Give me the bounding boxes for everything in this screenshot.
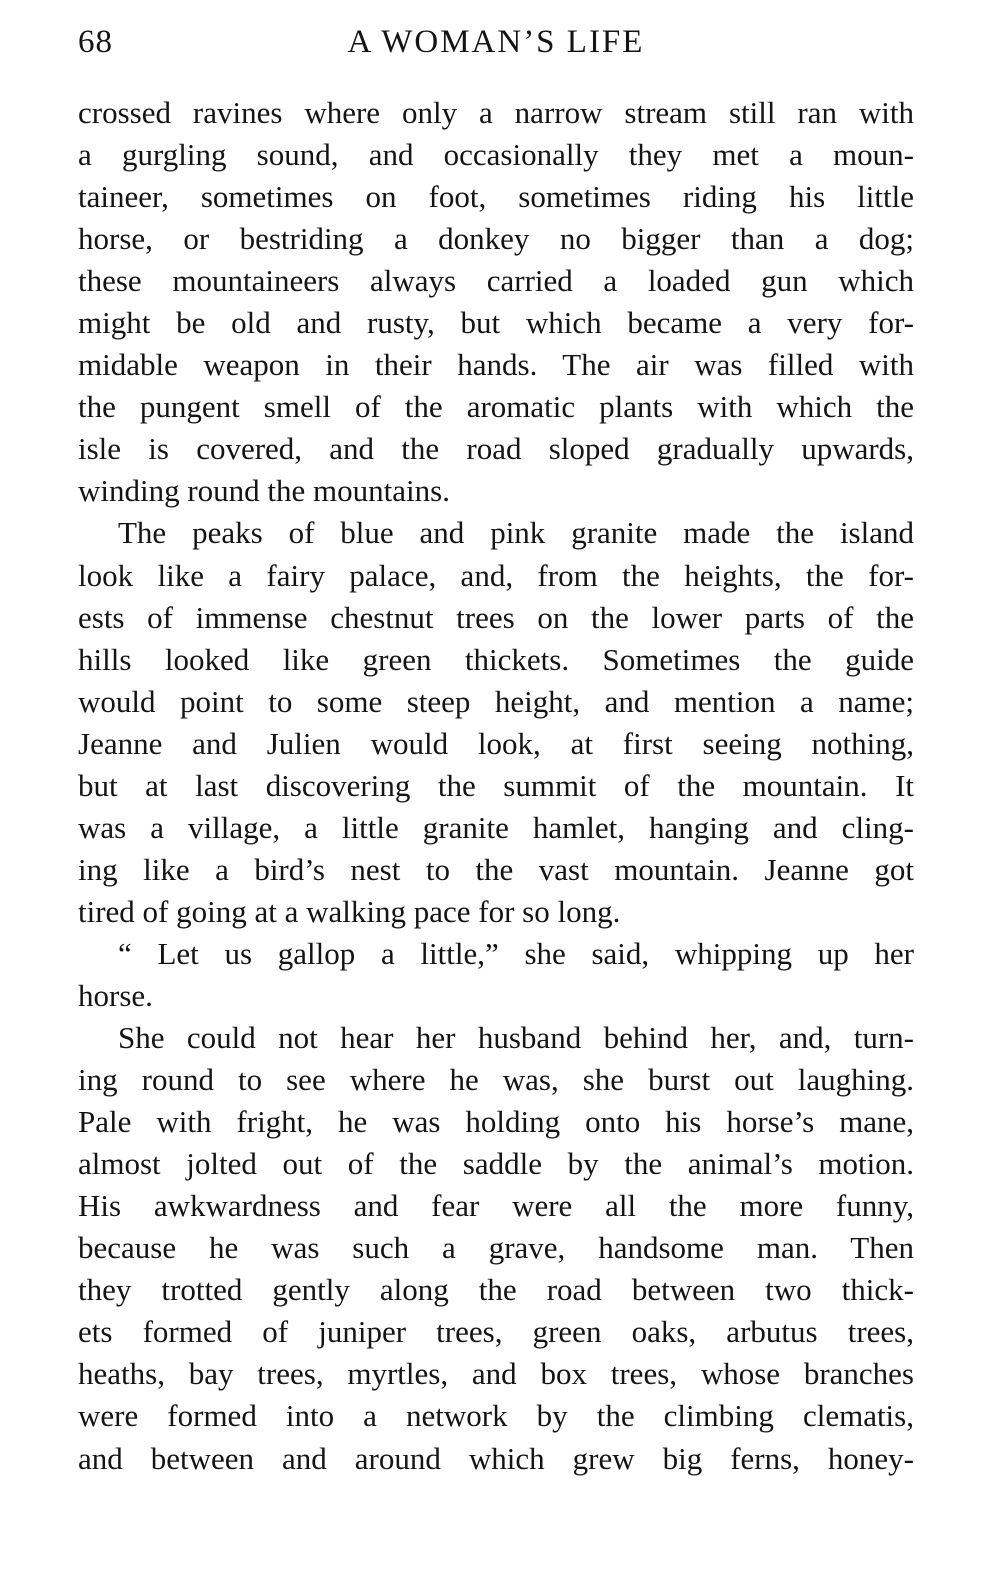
text-line: look like a fairy palace, and, from the heights, the for- [78, 557, 914, 593]
running-title: A WOMAN’S LIFE [347, 24, 645, 60]
text-line: She could not hear her husband behind her, and, turn- [118, 1020, 914, 1056]
text-line: were formed into a network by the climbing clematis, [78, 1398, 914, 1434]
text-line: would point to some steep height, and mention a name; [78, 683, 914, 719]
body-text [78, 92, 914, 1480]
page-number: 68 [78, 24, 113, 60]
text-line: horse. [78, 977, 153, 1013]
text-line: they trotted gently along the road between two thick- [78, 1272, 914, 1308]
text-line: hills looked like green thickets. Sometimes the guide [78, 641, 914, 677]
text-line: the pungent smell of the aromatic plants with which the [78, 389, 914, 425]
text-line: heaths, bay trees, myrtles, and box trees, whose branches [78, 1356, 914, 1392]
text-line: but at last discovering the summit of the mountain. It [78, 767, 914, 803]
text-line: a gurgling sound, and occasionally they met a moun- [78, 137, 914, 173]
text-line: Jeanne and Julien would look, at first seeing nothing, [78, 725, 914, 761]
text-line: and between and around which grew big ferns, honey- [78, 1440, 914, 1476]
text-line: “ Let us gallop a little,” she said, whipping up her [118, 935, 914, 971]
running-head [78, 20, 914, 64]
text-line: isle is covered, and the road sloped gradually upwards, [78, 431, 914, 467]
text-line: His awkwardness and fear were all the more funny, [78, 1188, 914, 1224]
text-line: tired of going at a walking pace for so long. [78, 893, 621, 929]
text-line: taineer, sometimes on foot, sometimes riding his little [78, 179, 914, 215]
text-line: Pale with fright, he was holding onto his horse’s mane, [78, 1104, 914, 1140]
text-line: winding round the mountains. [78, 473, 450, 509]
text-line: might be old and rusty, but which became a very for- [78, 305, 914, 341]
text-line: almost jolted out of the saddle by the animal’s motion. [78, 1146, 914, 1182]
text-line: The peaks of blue and pink granite made the island [118, 515, 914, 551]
text-line: ing round to see where he was, she burst out laughing. [78, 1062, 914, 1098]
text-line: these mountaineers always carried a loaded gun which [78, 263, 914, 299]
text-line: crossed ravines where only a narrow stream still ran with [78, 95, 914, 130]
text-line: ests of immense chestnut trees on the lower parts of the [78, 599, 914, 635]
text-line: was a village, a little granite hamlet, hanging and cling- [78, 809, 914, 845]
text-line: ing like a bird’s nest to the vast mountain. Jeanne got [78, 851, 914, 887]
text-line: midable weapon in their hands. The air was filled with [78, 347, 914, 383]
text-line: ets formed of juniper trees, green oaks, arbutus trees, [78, 1314, 914, 1350]
text-line: horse, or bestriding a donkey no bigger than a dog; [78, 221, 914, 257]
text-line: because he was such a grave, handsome man. Then [78, 1230, 914, 1266]
